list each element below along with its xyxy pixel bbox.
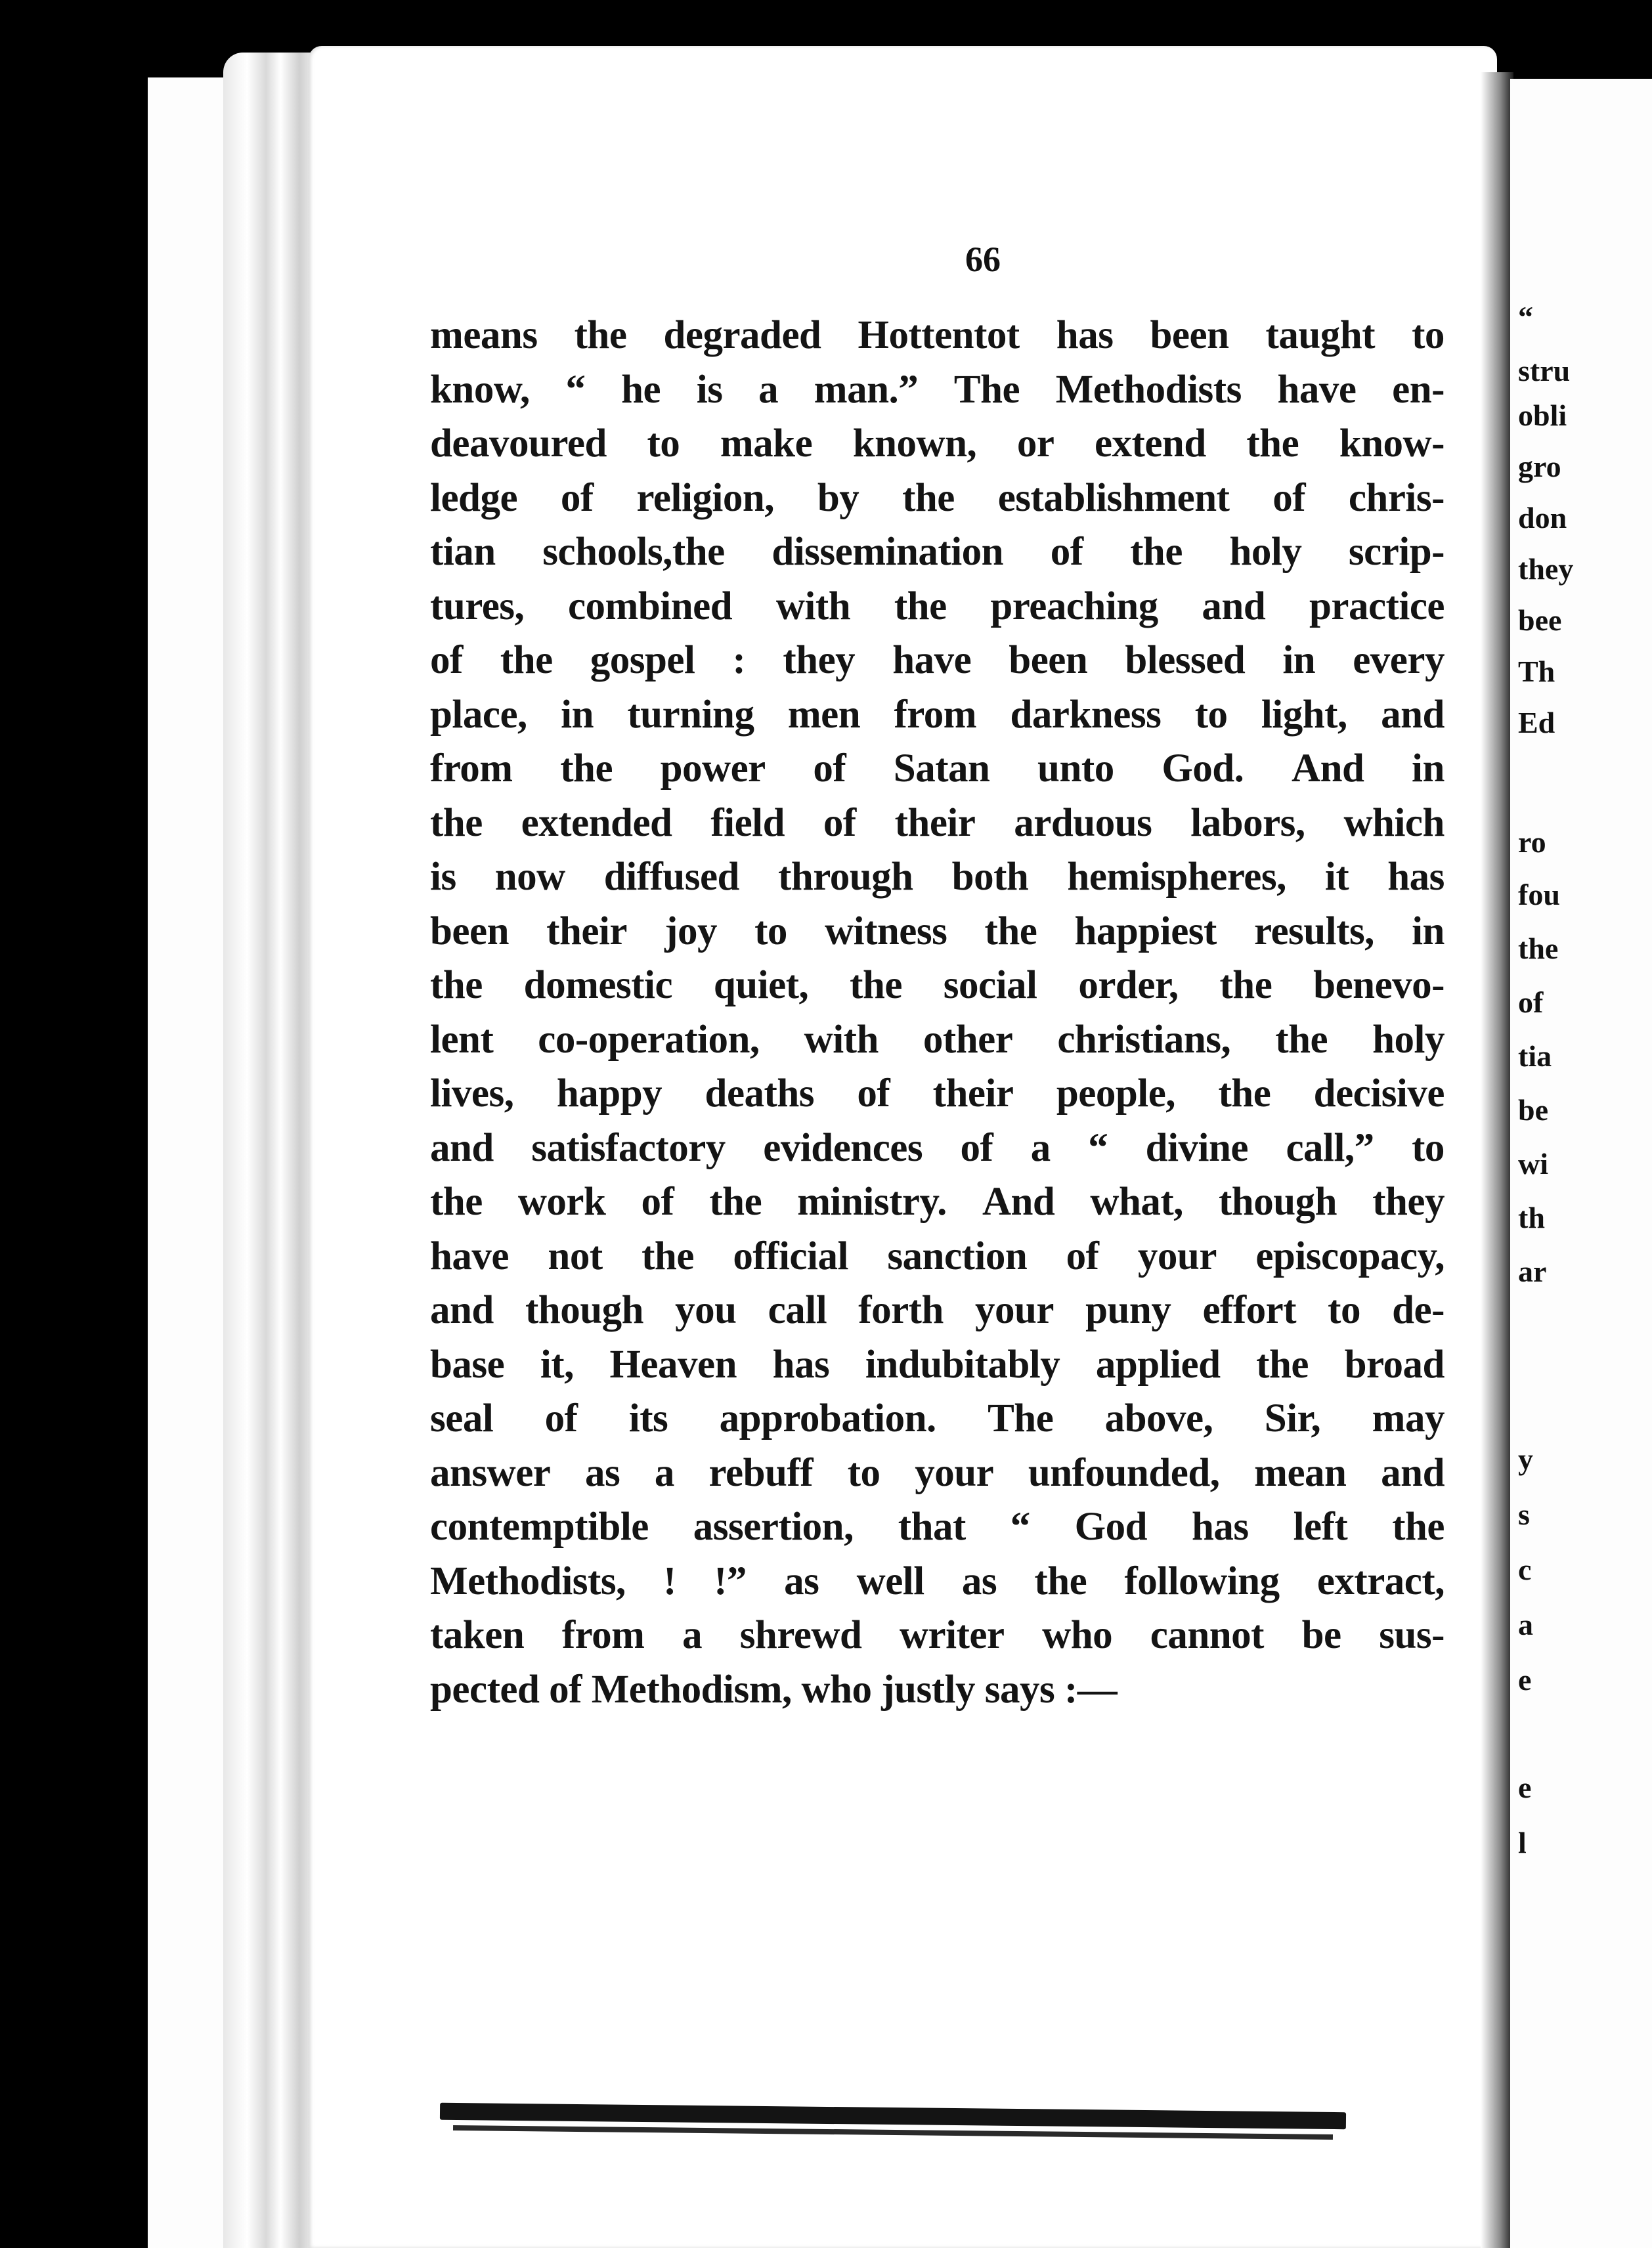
left-margin-strip	[148, 77, 234, 2248]
text-line: of the gospel : they have been blessed in every	[430, 638, 1445, 682]
text-line: lent co-operation, with other christians, the holy	[430, 1017, 1445, 1062]
text-line: Methodists, ! !” as well as the following extract,	[430, 1559, 1445, 1603]
opposite-fragment: y	[1518, 1442, 1533, 1476]
opposite-fragment: gro	[1518, 450, 1561, 483]
page-edges	[223, 53, 318, 2248]
opposite-fragment: the	[1518, 932, 1559, 965]
page-number: 66	[965, 240, 1001, 279]
opposite-fragment: s	[1518, 1498, 1530, 1531]
text-line: and though you call forth your puny effort to de-	[430, 1288, 1445, 1332]
text-line: know, “ he is a man.” The Methodists have en-	[430, 367, 1445, 412]
text-line: taken from a shrewd writer who cannot be sus-	[430, 1613, 1445, 1657]
opposite-fragment: a	[1518, 1608, 1533, 1641]
text-line: and satisfactory evidences of a “ divine call,” to	[430, 1125, 1445, 1170]
text-line: seal of its approbation. The above, Sir, may	[430, 1396, 1445, 1440]
text-line: from the power of Satan unto God. And in	[430, 746, 1445, 790]
text-line: base it, Heaven has indubitably applied the broad	[430, 1342, 1445, 1387]
opposite-fragment: e	[1518, 1771, 1532, 1804]
opposite-fragment: Th	[1518, 655, 1555, 688]
opposite-fragment: don	[1518, 501, 1567, 534]
opposite-fragment: c	[1518, 1553, 1532, 1586]
opposite-fragment: of	[1518, 985, 1544, 1019]
opposite-fragment: “	[1518, 300, 1533, 334]
text-line: is now diffused through both hemispheres, it has	[430, 855, 1445, 899]
body-text	[430, 309, 1445, 1717]
text-line: deavoured to make known, or extend the know-	[430, 422, 1445, 465]
text-line: contemptible assertion, that “ God has left the	[430, 1505, 1445, 1549]
opposite-fragment: ro	[1518, 825, 1546, 859]
opposite-fragment: be	[1518, 1093, 1548, 1127]
text-line: tures, combined with the preaching and practice	[430, 584, 1445, 628]
opposite-fragment: stru	[1518, 354, 1571, 387]
opposite-fragment: fou	[1518, 878, 1560, 911]
text-line: pected of Methodism, who justly says :—	[430, 1667, 1118, 1712]
text-line: lives, happy deaths of their people, the decisive	[430, 1071, 1445, 1115]
text-line: place, in turning men from darkness to light, and	[430, 692, 1445, 737]
text-line: ledge of religion, by the establishment of chris-	[430, 475, 1445, 520]
opposite-fragment: l	[1518, 1826, 1527, 1859]
opposite-fragment: th	[1518, 1201, 1545, 1234]
gutter-shadow	[1481, 72, 1513, 2248]
opposite-fragment: obli	[1518, 399, 1567, 432]
opposite-fragment: wi	[1518, 1147, 1548, 1180]
text-line: the domestic quiet, the social order, the benevo-	[430, 963, 1445, 1007]
text-line: the work of the ministry. And what, though they	[430, 1180, 1445, 1224]
opposite-fragment: Ed	[1518, 706, 1555, 739]
opposite-fragment: they	[1518, 552, 1574, 586]
text-line: tian schools,the dissemination of the holy scrip-	[430, 530, 1445, 574]
opposite-page	[1510, 79, 1652, 2248]
opposite-fragment: e	[1518, 1663, 1532, 1697]
opposite-fragment: bee	[1518, 603, 1562, 637]
text-line: answer as a rebuff to your unfounded, mean and	[430, 1450, 1445, 1495]
text-line: have not the official sanction of your episcopacy,	[430, 1234, 1445, 1278]
text-line: the extended field of their arduous labors, which	[430, 800, 1445, 845]
text-line: means the degraded Hottentot has been taught to	[430, 313, 1445, 357]
text-line: been their joy to witness the happiest results, in	[430, 909, 1445, 953]
opposite-fragment: ar	[1518, 1255, 1547, 1288]
opposite-fragment: tia	[1518, 1039, 1552, 1073]
